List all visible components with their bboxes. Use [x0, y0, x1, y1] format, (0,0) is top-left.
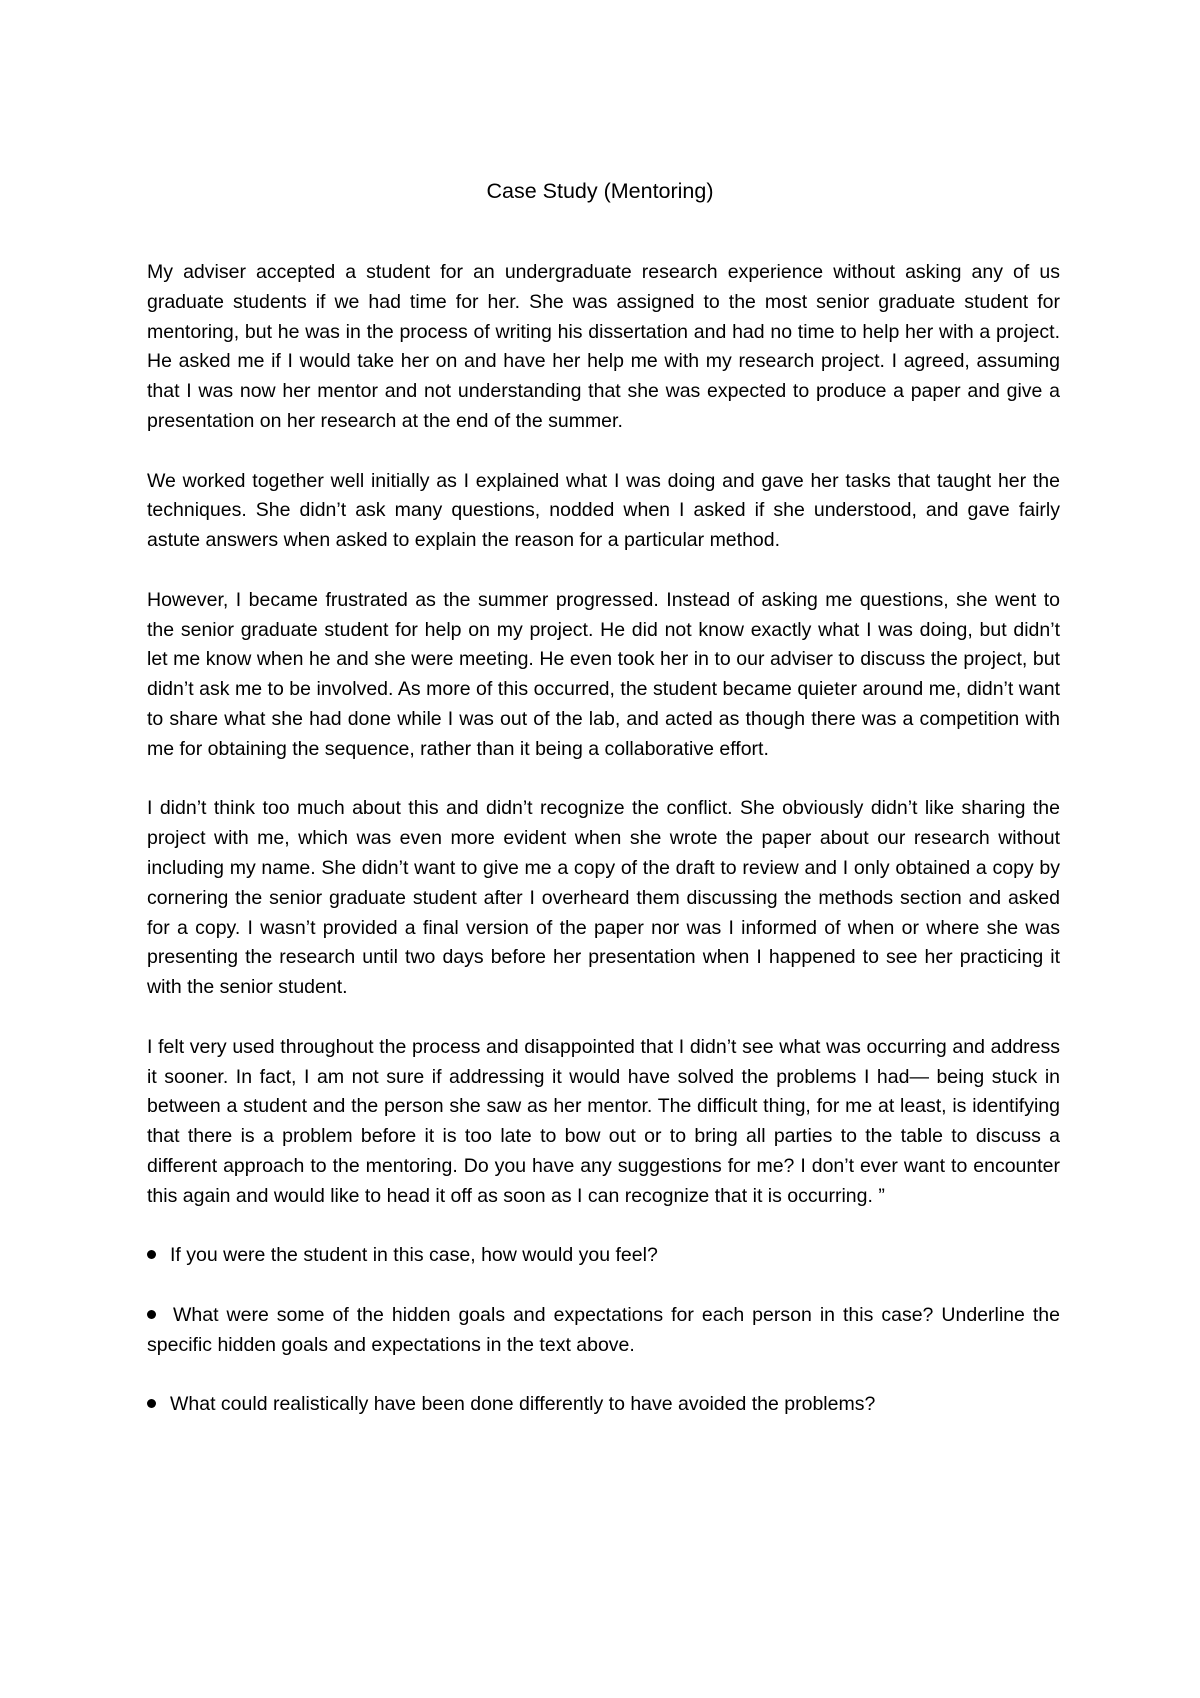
- question-text: What could realistically have been done differently to have avoided the problems?: [170, 1393, 876, 1416]
- paragraph-3: However, I became frustrated as the summer progressed. Instead of asking me questions, she went to the senior graduate student for help on my project. He did not know exactly what I was doing, but didn’t let me know when he and she were meeting. He even took her in to our adviser to discuss the project, but didn’t ask me to be involved. As more of this occurred, the student became quieter around me, didn’t want to share what she had done while I was out of the lab, and acted as though there was a competition with me for obtaining the sequence, rather than it being a collaborative effort.: [147, 588, 1060, 760]
- bullet-icon: [147, 1399, 156, 1408]
- document-body: [147, 258, 1060, 1450]
- paragraph-2: We worked together well initially as I explained what I was doing and gave her tasks that taught her the techniques. She didn’t ask many questions, nodded when I asked if she understood, and gave fairly astute answers when asked to explain the reason for a particular method.: [147, 469, 1060, 552]
- paragraph-4: I didn’t think too much about this and didn’t recognize the conflict. She obviously didn’t like sharing the project with me, which was even more evident when she wrote the paper about our research without including my name. She didn’t want to give me a copy of the draft to review and I only obtained a copy by cornering the senior graduate student after I overheard them discussing the methods section and asked for a copy. I wasn’t provided a final version of the paper nor was I informed of when or where she was presenting the research until two days before her presentation when I happened to see her practicing it with the senior student.: [147, 797, 1060, 999]
- question-text: If you were the student in this case, how would you feel?: [170, 1244, 658, 1267]
- question-text: What were some of the hidden goals and expectations for each person in this case? Underline the specific hidden goals and expectations in the text above.: [147, 1303, 1060, 1356]
- question-1: [147, 1241, 1060, 1271]
- bullet-icon: [147, 1250, 156, 1259]
- paragraph-5: I felt very used throughout the process and disappointed that I didn’t see what was occurring and address it sooner. In fact, I am not sure if addressing it would have solved the problems I had— being stuck in between a student and the person she saw as her mentor. The difficult thing, for me at least, is identifying that there is a problem before it is too late to bow out or to bring all parties to the table to discuss a different approach to the mentoring. Do you have any suggestions for me? I don’t ever want to encounter this again and would like to head it off as soon as I can recognize that it is occurring. ”: [147, 1035, 1060, 1207]
- question-3: [147, 1390, 1060, 1420]
- question-2: [147, 1301, 1060, 1361]
- paragraph-1: My adviser accepted a student for an undergraduate research experience without asking any of us graduate students if we had time for her. She was assigned to the most senior graduate student for mentoring, but he was in the process of writing his dissertation and had no time to help her with a project. He asked me if I would take her on and have her help me with my research project. I agreed, assuming that I was now her mentor and not understanding that she was expected to produce a paper and give a presentation on her research at the end of the summer.: [147, 261, 1060, 432]
- bullet-icon: [147, 1310, 156, 1319]
- document-title: Case Study (Mentoring): [486, 179, 714, 203]
